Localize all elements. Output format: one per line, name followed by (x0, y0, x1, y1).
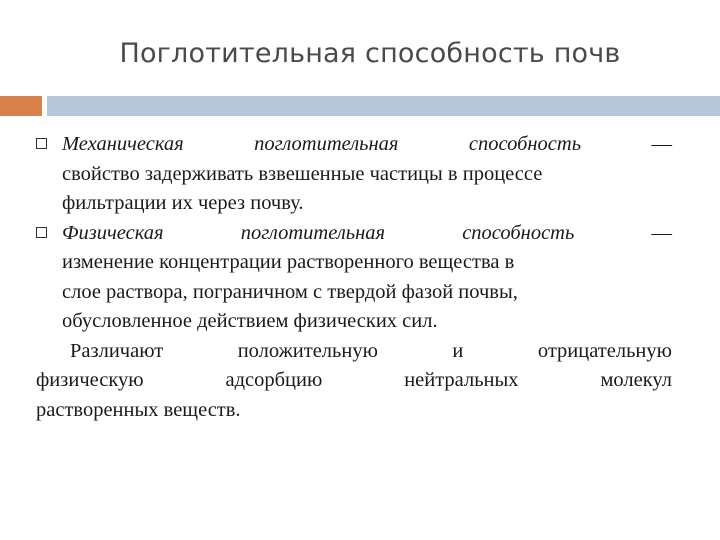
bullet-item (36, 219, 672, 337)
term-word: Механическая (62, 133, 184, 155)
word: и (452, 339, 464, 362)
word: отрицательную (537, 339, 672, 362)
square-bullet-icon (36, 227, 47, 238)
bullet-first-line (62, 219, 672, 249)
bullet-line: слое раствора, пограничном с твердой фазой почвы, (62, 280, 518, 303)
slide-title: Поглотительная способность почв (119, 38, 621, 69)
paragraph-line (36, 366, 672, 396)
bullet-line: фильтрации их через почву. (62, 192, 304, 214)
bullet-first-line (62, 130, 672, 160)
paragraph-line: растворенных веществ. (36, 398, 241, 421)
line-text: свойство задерживать взвешенные частицы в процессе (62, 162, 543, 185)
term-word: способность (462, 221, 575, 244)
square-bullet-icon (36, 138, 47, 149)
term-word: поглотительная (240, 221, 386, 244)
word: положительную (237, 339, 378, 362)
bullet-line: обусловленное действием физических сил. (62, 310, 438, 332)
word: Различают (70, 339, 164, 362)
word: адсорбцию (225, 369, 323, 391)
bullet-item (36, 130, 672, 219)
word: физическую (36, 369, 144, 391)
word: нейтральных (404, 369, 519, 391)
term-word: поглотительная (254, 133, 399, 155)
word: молекул (600, 369, 672, 391)
term-word: Физическая (62, 221, 164, 244)
accent-bar (0, 96, 42, 116)
dash: — (651, 133, 672, 155)
bullet-line (62, 160, 672, 190)
paragraph-line (36, 337, 672, 367)
slide-content (36, 130, 672, 425)
bullet-line: изменение концентрации растворенного вещества в (62, 251, 515, 273)
dash: — (651, 221, 672, 244)
paragraph (36, 337, 672, 426)
title-divider-bar (47, 96, 720, 116)
term-word: способность (468, 133, 582, 155)
